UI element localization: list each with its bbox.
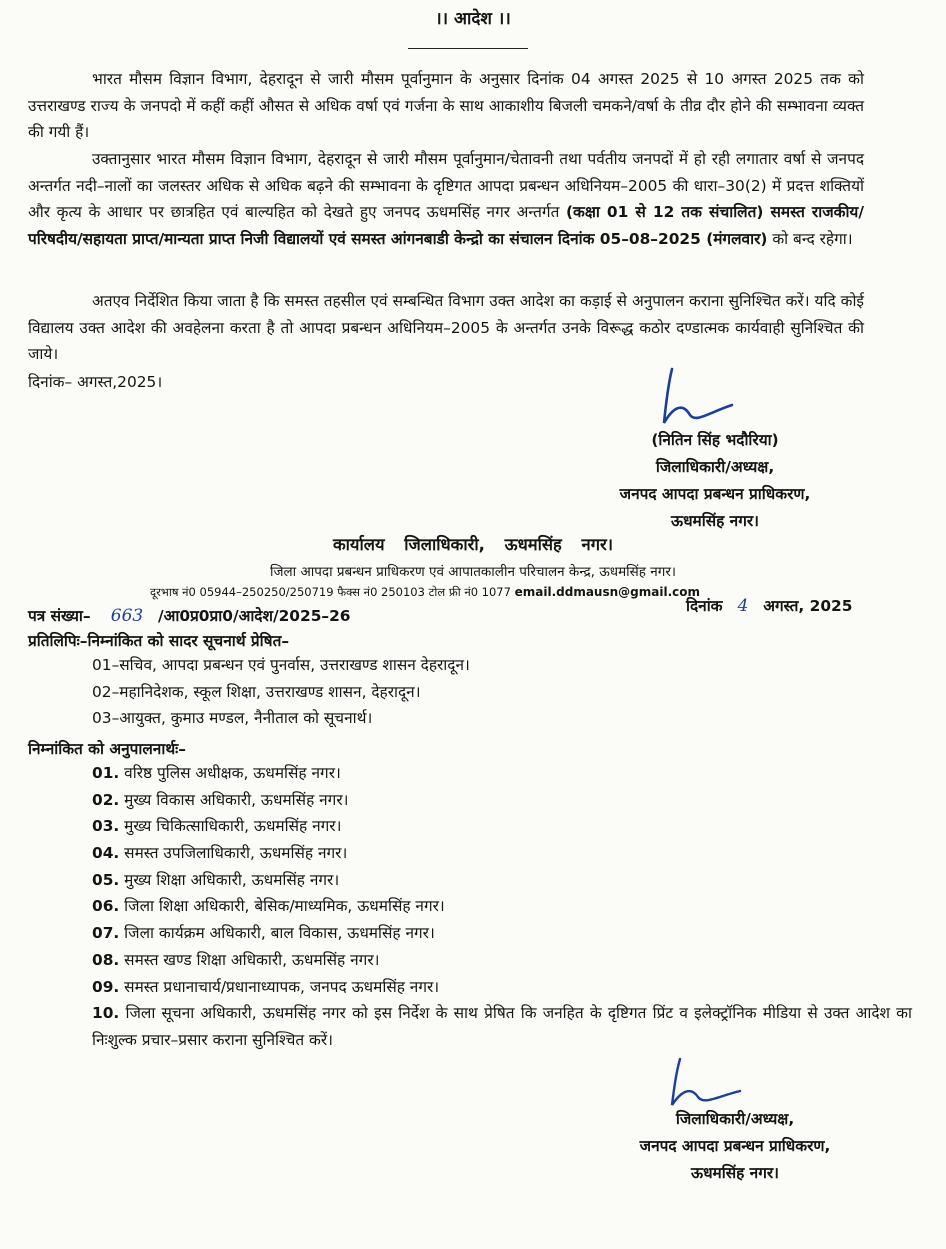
compliance-list xyxy=(92,760,445,1000)
compliance-item-10: 10. जिला सूचना अधिकारी, ऊधमसिंह नगर को इस निर्देश के साथ प्रेषित कि जनहित के दृष्टिगत प्रिंट व इलेक्ट्रॉनिक मीडिया से उक्त आदेश का निःशुल्क प्रचार–प्रसार कराना सुनिश्चित करें। xyxy=(92,1004,912,1049)
office-email: email.ddmausn@gmail.com xyxy=(514,585,700,599)
order-paragraph-2: उक्तानुसार भारत मौसम विज्ञान विभाग, देहरादून से जारी मौसम पूर्वानुमान/चेतावनी तथा पर्वतीय जनपदों में हो रही लगातार वर्षा से जनपद अन्तर्गत नदी–नालों का जलस्तर अधिक से अधिक बढ़ने की सम्भावना के दृष्टिगत आपदा प्रबन्धन अधिनियम–2005 की धारा–30(2) में प्रदत्त शक्तियों और कृत्य के आधार पर छात्रहित एवं बाल्यहित को देखते हुए जनपद ऊधमसिंह नगर अन्तर्गत (कक्षा 01 से 12 तक संचालित) समस्त राजकीय/परिषदीय/सहायता प्राप्त/मान्यता प्राप्त निजी विद्यालयों एवं समस्त आंगनबाडी केन्द्रो का संचालन दिनांक 05–08–2025 (मंगलवार) को बन्द रहेगा। xyxy=(28,150,864,248)
footer-place: ऊधमसिंह नगर। xyxy=(690,1164,779,1182)
order-paragraph-1: भारत मौसम विज्ञान विभाग, देहरादून से जारी मौसम पूर्वानुमान के अनुसार दिनांक 04 अगस्त 2025 से 10 अगस्त 2025 तक को उत्तराखण्ड राज्य के जनपदो में कहीं कहीं औसत से अधिक वर्षा एवं गर्जना के साथ आकाशीय बिजली चमकने/वर्षा के तीव्र दौर होने की सम्भावना व्यक्त की गयी हैं। xyxy=(28,70,864,141)
office-title: कार्यालय जिलाधिकारी, ऊधमसिंह नगर। xyxy=(332,535,614,554)
list-item: 02–महानिदेशक, स्कूल शिक्षा, उत्तराखण्ड शासन, देहरादून। xyxy=(92,682,421,701)
order-signatory-block xyxy=(560,427,870,535)
office-subtitle: जिला आपदा प्रबन्धन प्राधिकरण एवं आपातकालीन परिचालन केन्द्र, ऊधमसिंह नगर। xyxy=(270,564,676,580)
copy-heading: प्रतिलिपिः–निम्नांकित को सादर सूचनार्थ प्रेषित– xyxy=(28,632,290,650)
signatory-designation: जिलाधिकारी/अध्यक्ष, xyxy=(655,458,775,476)
compliance-heading: निम्नांकित को अनुपालनार्थः– xyxy=(28,740,186,758)
footer-signatory-block xyxy=(580,1106,890,1187)
signatory-authority: जनपद आपदा प्रबन्धन प्राधिकरण, xyxy=(619,485,811,503)
letter-number-handwritten: 663 xyxy=(110,606,144,626)
list-item: 05. मुख्य शिक्षा अधिकारी, ऊधमसिंह नगर। xyxy=(92,870,340,889)
order-date: दिनांक– अगस्त,2025। xyxy=(28,373,163,391)
list-item: 08. समस्त खण्ड शिक्षा अधिकारी, ऊधमसिंह नगर। xyxy=(92,950,380,969)
list-item: 07. जिला कार्यक्रम अधिकारी, बाल विकास, ऊधमसिंह नगर। xyxy=(92,924,435,943)
signatory-place: ऊधमसिंह नगर। xyxy=(670,512,759,530)
order-closure-text: (कक्षा 01 से 12 तक संचालित) समस्त राजकीय/परिषदीय/सहायता प्राप्त/मान्यता प्राप्त निजी विद्यालयों एवं समस्त आंगनबाडी केन्द्रो का संचालन दिनांक 05–08–2025 (मंगलवार) xyxy=(28,203,864,248)
letter-date: दिनांक 4 अगस्त, 2025 xyxy=(686,596,853,616)
list-item: 01. वरिष्ठ पुलिस अधीक्षक, ऊधमसिंह नगर। xyxy=(92,764,341,782)
letter-number: पत्र संख्या– 663 /आ0प्र0प्रा0/आदेश/2025–26 xyxy=(28,606,351,626)
office-phone: दूरभाष नं0 05944–250250/250719 फैक्स नं0 250103 टोल फ्री नं0 1077 xyxy=(150,585,511,599)
letter-date-handwritten: 4 xyxy=(737,596,749,616)
signatory-name: (नितिन सिंह भदौरिया) xyxy=(651,431,779,449)
list-item: 01–सचिव, आपदा प्रबन्धन एवं पुनर्वास, उत्तराखण्ड शासन देहरादून। xyxy=(92,656,470,674)
list-item: 06. जिला शिक्षा अधिकारी, बेसिक/माध्यमिक, ऊधमसिंह नगर। xyxy=(92,897,445,916)
list-item: 03. मुख्य चिकित्साधिकारी, ऊधमसिंह नगर। xyxy=(92,817,342,836)
copy-list xyxy=(92,652,470,732)
order-paragraph-3: अतएव निर्देशित किया जाता है कि समस्त तहसील एवं सम्बन्धित विभाग उक्त आदेश का कड़ाई से अनुपालन कराना सुनिश्चित करें। यदि कोई विद्यालय उक्त आदेश की अवहेलना करता है तो आपदा प्रबन्धन अधिनियम–2005 के अन्तर्गत उनके विरूद्ध कठोर दण्डात्मक कार्यवाही सुनिश्चित की जाये। xyxy=(28,292,864,363)
list-item: 09. समस्त प्रधानाचार्य/प्रधानाध्यापक, जनपद ऊधमसिंह नगर। xyxy=(92,977,440,996)
list-item: 02. मुख्य विकास अधिकारी, ऊधमसिंह नगर। xyxy=(92,790,349,809)
list-item: 04. समस्त उपजिलाधिकारी, ऊधमसिंह नगर। xyxy=(92,844,348,863)
order-title: ।। आदेश ।। xyxy=(435,9,511,29)
signature-1 xyxy=(650,365,760,435)
footer-authority: जनपद आपदा प्रबन्धन प्राधिकरण, xyxy=(639,1137,831,1155)
title-underline xyxy=(408,48,528,49)
list-item: 03–आयुक्त, कुमाउ मण्डल, नैनीताल को सूचनार्थ। xyxy=(92,709,373,728)
footer-designation: जिलाधिकारी/अध्यक्ष, xyxy=(675,1110,795,1128)
